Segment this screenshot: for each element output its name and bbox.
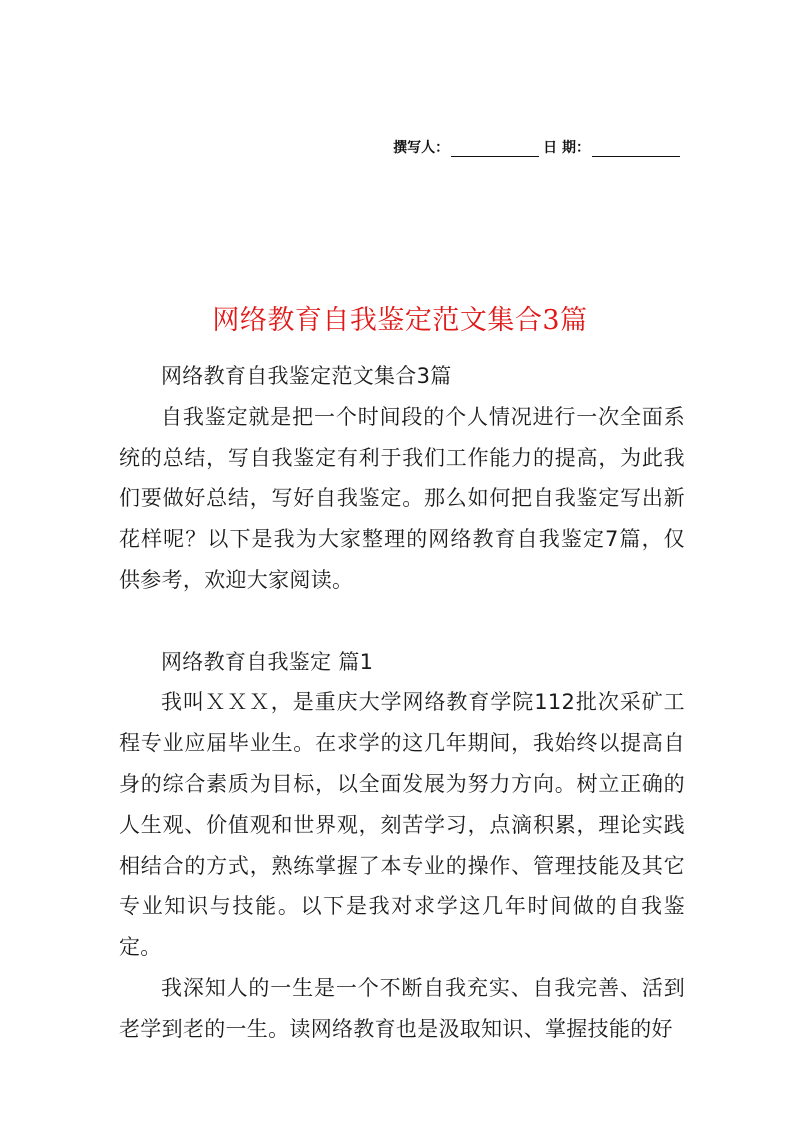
- author-date-line: [393, 137, 680, 157]
- body-paragraph: 我深知人的一生是一个不断自我充实、自我完善、活到老学到老的一生。读网络教育也是汲取知识、掌握技能的好: [119, 975, 685, 1041]
- author-label: 撰写人：: [393, 140, 450, 156]
- section-heading: 网络教育自我鉴定 篇1: [161, 649, 374, 674]
- intro-paragraph: 自我鉴定就是把一个时间段的个人情况进行一次全面系统的总结，写自我鉴定有利于我们工作能力的提高，为此我们要做好总结，写好自我鉴定。那么如何把自我鉴定写出新花样呢？以下是我为大家整理的网络教育自我鉴定7篇，仅供参考，欢迎大家阅读。: [119, 404, 685, 592]
- author-blank-field[interactable]: [451, 142, 539, 157]
- document-title: 网络教育自我鉴定范文集合3篇: [212, 305, 588, 336]
- date-label: 日 期：: [543, 140, 590, 156]
- body-paragraph: 我叫ＸＸＸ，是重庆大学网络教育学院112批次采矿工程专业应届毕业生。在求学的这几年期间，我始终以提高自身的综合素质为目标，以全面发展为努力方向。树立正确的人生观、价值观和世界观，刻苦学习，点滴积累，理论实践相结合的方式，熟练掌握了本专业的操作、管理技能及其它专业知识与技能。以下是我对求学这几年时间做的自我鉴定。: [119, 690, 685, 960]
- document-subtitle: 网络教育自我鉴定范文集合3篇: [161, 364, 452, 388]
- date-blank-field[interactable]: [592, 142, 680, 157]
- document-body: [119, 356, 685, 1050]
- paragraph-spacer: [119, 601, 685, 642]
